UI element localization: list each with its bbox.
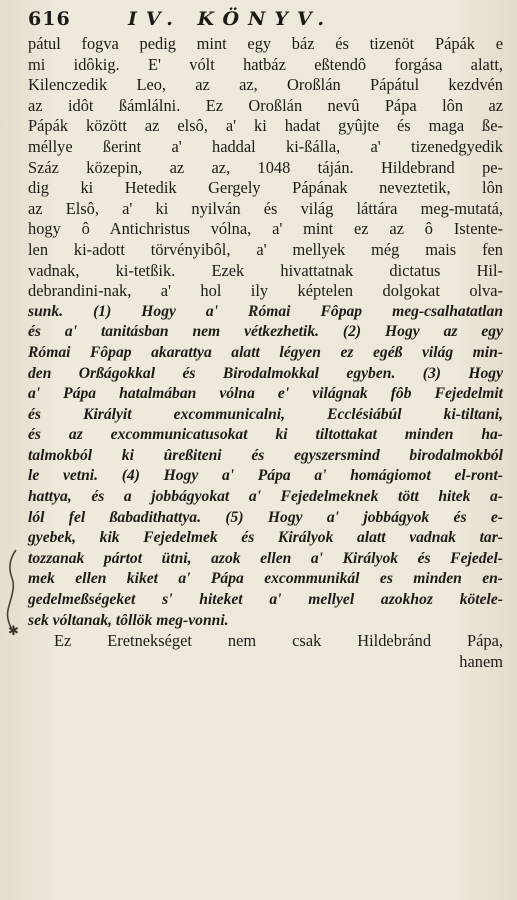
text-line: den Orßágokkal és Birodalmokkal egyben. (3) Hogy bbox=[28, 364, 503, 382]
text-line: vadnak, ki-tetßik. Ezek hivattatnak dictatus Hil- bbox=[28, 260, 503, 280]
text-line: lól fel ßabadithattya. (5) Hogy a' jobbágyok és e- bbox=[28, 508, 503, 526]
text-line: és a' tanitásban nem vétkezhetik. (2) Hogy az egy bbox=[28, 323, 503, 341]
text-line: dig ki Hetedik Gergely Pápának neveztetik, lôn bbox=[28, 178, 503, 198]
text-line: gyebek, kik Fejedelmek és Királyok alatt vadnak tar- bbox=[28, 529, 503, 547]
body-text bbox=[28, 34, 503, 672]
page-number: 616 bbox=[28, 8, 71, 30]
text-line: gedelmeßségeket s' hiteket a' mellyel azokhoz kötele- bbox=[28, 591, 503, 609]
catchword: hanem bbox=[459, 651, 503, 671]
text-line: sek vóltanak, tôllök meg-vonni. bbox=[28, 611, 229, 629]
text-line: hattya, és a jobbágyokat a' Fejedelmeknek tött hitek a- bbox=[28, 488, 503, 506]
text-line: mi idôkig. E' vólt hatbáz eßtendô forgása alatt, bbox=[28, 54, 503, 74]
text-line: és az excommunicatusokat ki tiltottakat minden ha- bbox=[28, 426, 503, 444]
text-line: Száz közepin, az az, 1048 táján. Hildebrand pe- bbox=[28, 157, 503, 177]
text-line: méllye ßerint a' haddal ki-ßálla, a' tizenedgyedik bbox=[28, 136, 503, 156]
running-head bbox=[28, 8, 503, 34]
margin-asterisk-mark: ✱ bbox=[8, 624, 19, 639]
text-line: az Elsô, a' ki nyilván és világ láttára meg-mutatá, bbox=[28, 198, 503, 218]
text-line: Ez Eretnekséget nem csak Hildebránd Pápa, bbox=[54, 631, 503, 651]
text-line: tozzanak pártot ütni, azok ellen a' Királyok és Fejedel- bbox=[28, 549, 503, 567]
text-line: mek ellen kiket a' Pápa excommunikál es minden en- bbox=[28, 570, 503, 588]
text-line: Kilenczedik Leo, az az, Oroßlán Pápátul kezdvén bbox=[28, 75, 503, 95]
text-line: talmokból ki ûreßiteni és egyszersmind birodalmokból bbox=[28, 446, 503, 464]
text-line: debrandini-nak, a' hol ily képtelen dolgokat olva- bbox=[28, 281, 503, 301]
text-line: sunk. (1) Hogy a' Római Fôpap meg-csalhatatlan bbox=[28, 302, 503, 320]
text-line: Római Fôpap akarattya alatt légyen ez egéß világ min- bbox=[28, 343, 503, 361]
text-line: Pápák között az elsô, a' ki hadat gyûjte és maga ße- bbox=[28, 116, 503, 136]
text-line: pátul fogva pedig mint egy báz és tizenöt Pápák e bbox=[28, 34, 503, 53]
text-line: len ki-adott törvényibôl, a' mellyek még mais fen bbox=[28, 239, 503, 259]
text-line: és Királyit excommunicalni, Ecclésiábúl ki-tiltani, bbox=[28, 405, 503, 423]
book-title: IV. KÖNYV. bbox=[127, 8, 333, 30]
text-line: le vetni. (4) Hogy a' Pápa a' homágiomot el-ront- bbox=[28, 467, 503, 485]
text-line: hogy ô Antichristus vólna, a' mint ez az ô Istente- bbox=[28, 219, 503, 239]
text-line: az idôt ßámlálni. Ez Oroßlán nevû Pápa lôn az bbox=[28, 95, 503, 115]
text-line: a' Pápa hatalmában vólna e' világnak fôb Fejedelmit bbox=[28, 385, 503, 403]
